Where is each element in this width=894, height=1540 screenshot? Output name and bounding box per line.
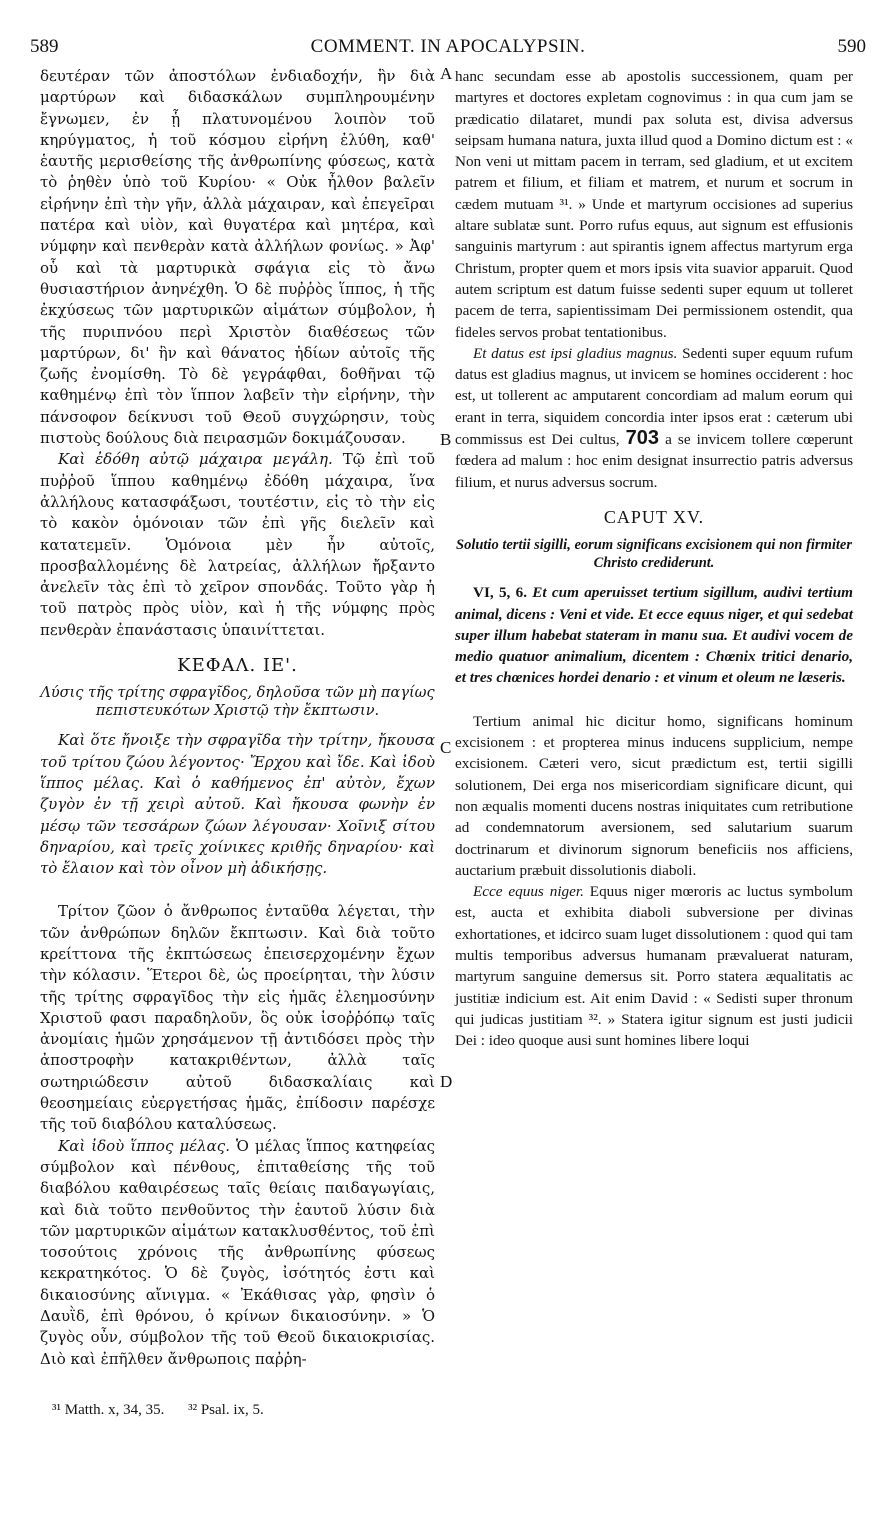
greek-commentary-black-horse: Ὁ μέλας ἵππος κατηφείας σύμβολον καὶ πένθους, ἐπιταθείσης τῆς τοῦ διαβόλου καθαιρέσεως ταῖς θείαις παιδαγωγίαις, καὶ διὰ τοῦτο πενθοῦντος τὴν ἑαυτοῦ λύσιν διὰ τῶν μαρτυρικῶν αἱμάτων κατακλυσθέντος, τοῦ ἐπὶ τοσούτοις χρόνοις τῆς ἀνθρωπίνης φύσεως κεκρατηκότος. Ὁ δὲ ζυγὸς, ἰσότητός ἐστι καὶ δικαιοσύνης αἴνιγμα. « Ἐκάθισας γὰρ, φησὶν ὁ Δαυῒδ, ἐπὶ θρόνου, ὁ κρίνων δικαιοσύνην. » Ὁ ζυγὸς οὖν, σύμβολον τῆς τοῦ Θεοῦ δικαιοκρισίας. Διὸ καὶ ἐπῆλθεν ἄνθρωποις παῤῥη- [40, 1136, 435, 1368]
greek-lemma-sword: Καὶ ἐδόθη αὐτῷ μάχαιρα μεγάλη. [58, 450, 333, 469]
latin-paragraph-3: Tertium animal hic dicitur homo, significans hominum excisionem : et propterea minus inducens supplicium, nempe excisionem. Cæteri vero, sicut prædictum est, tertii sigilli solutionem, Dei erga nos misericordiam significare dicunt, qui non æqualis momenti ducens nostras iniquitates cum retributione ad condemnatorum aversionem, sed salutarium suarum doctrinarum et divinorum signorum beneficiis nos afficiens, auctarium præbuit dissolutionis diaboli. [455, 712, 853, 879]
footnote-31: ³¹ Matth. x, 34, 35. [52, 1402, 165, 1418]
margin-marker-d: D [440, 1072, 453, 1091]
latin-commentary-black-horse: Equus niger mœroris ac luctus symbolum est, aucta et exhibita diaboli subversione per divinas exhortationes, et idcirco suam luget dissolutionem : quod qui tam multis temporibus adversus humanam prævaluerat naturam, martyrum sanguine demersus sit. Porro statera æqualitatis ac justitiæ indicium est. Ait enim David : « Sedisti super thronum qui judicas justitiam ³². » Statera igitur signum est justi judicii Dei : ideo quoque ausi sunt homines libere loqui [455, 883, 853, 1050]
column-spacer [455, 689, 853, 711]
margin-marker-b: B [440, 430, 452, 449]
latin-lemma-sword: Et datus est ipsi gladius magnus. [473, 344, 678, 362]
latin-paragraph-2 [455, 343, 853, 493]
left-column-number: 589 [30, 36, 59, 57]
margin-marker-c: C [440, 738, 452, 757]
greek-chapter-heading: ΚΕΦΑΛ. ΙΕ'. [177, 655, 298, 677]
column-number-703: 703 [625, 427, 660, 450]
column-spacer [40, 879, 435, 901]
footnotes [52, 1402, 284, 1419]
running-title: COMMENT. IN APOCALYPSIN. [310, 36, 586, 57]
latin-chapter-summary: Solutio tertii sigilli, eorum significans excisionem qui non firmiter Christo crediderunt. [456, 537, 852, 572]
greek-lemma-black-horse: Καὶ ἰδοὺ ἵππος μέλας. [58, 1136, 230, 1155]
right-column-number: 590 [837, 36, 866, 57]
verse-reference: VI, 5, 6. [473, 584, 528, 602]
greek-paragraph-2 [40, 449, 435, 641]
margin-marker-a: A [440, 64, 453, 83]
footnote-32: ³² Psal. ix, 5. [188, 1402, 264, 1418]
greek-paragraph-3: Τρίτον ζῶον ὁ ἄνθρωπος ἐνταῦθα λέγεται, τὴν τῶν ἀνθρώπων δηλῶν ἔκπτωσιν. Καὶ διὰ τοῦτο κρείττονα τῆς ἐκπτώσεως ἐπεισερχομένην ἔχων τὴν κόλασιν. Ἕτεροι δὲ, ὡς προείρηται, τὴν λύσιν τῆς τρίτης σφραγῖδος τὴν εἰς ἡμᾶς ἐλεημοσύνην Χριστοῦ φασι παραδηλοῦν, ὃς οὐκ ἰσοῤῥόπῳ ταῖς ἀνομίαις ἡμῶν χρησάμενον τῇ ἀντιδόσει πρὸς τὴν ἀποστροφὴν κατακριθέντων, ἀλλὰ ταῖς σωτηριώδεσιν αὐτοῦ διδασκαλίαις καὶ θεοσημείαις εὐεργετήσας ἡμᾶς, ἐπίδοσιν παρέσχε τῆς τοῦ διαβόλου καταλύσεως. [40, 902, 435, 1134]
latin-chapter-heading: CAPUT XV. [603, 506, 705, 527]
greek-paragraph-4 [40, 1136, 435, 1370]
page-header [30, 36, 866, 66]
greek-chapter-summary: Λύσις τῆς τρίτης σφραγῖδος, δηλοῦσα τῶν μὴ παγίως πεπιστευκότων Χριστῷ τὴν ἔκπτωσιν. [40, 685, 435, 720]
latin-verse-body: Et cum aperuisset tertium sigillum, audivi tertium animal, dicens : Veni et vide. Et ecce equus niger, et qui sedebat super illum habebat stateram in manu sua. Et audivi vocem de medio quatuor animalium, dicentem : Chœnix tritici denario, et tres chœnices hordei denario : et vinum et oleum ne læseris. [455, 584, 853, 687]
latin-verse-text [455, 582, 853, 688]
latin-commentary-sword-a: Sedenti super equum rufum datus est gladius magnus, ut invicem se homines occiderent : hoc est, ut tollerent ac amputarent concordiam ad malum eorum qui erant in terra, siquidem concordia inter ipsos erat : cæterum ubi commissus est Dei cultus, [455, 344, 854, 449]
latin-column [455, 66, 853, 1051]
latin-paragraph-1: hanc secundam esse ab apostolis successionem, quam per martyres et doctores expletam cognovimus : in qua cum jam se prædicatio dilataret, mundi pax soluta est, divisa adversus seipsam humana natura, juxta illud quod a Domino dictum est : « Non veni ut mittam pacem in terram, sed gladium, et ut excitem patrem et filium, et filiam et matrem, et nurum et socrum in cædem mutuam ³¹. » Unde et martyrum occisiones ad superius altare sublatæ sunt. Porro rufus equus, aut signum est effusionis sanguinis martyrum : aut spirantis ignem affectus martyrum erga Christum, propter quem et mors ipsis vita suavior apparuit. Quod autem scriptum est datum fuisse sedenti super equum ut tolleret pacem de terra, sapientissimam Dei permissionem ostendit, qua fideles servos probat tentationibus. [455, 68, 853, 341]
greek-verse-text: Καὶ ὅτε ἤνοιξε τὴν σφραγῖδα τὴν τρίτην, ἤκουσα τοῦ τρίτου ζώου λέγοντος· Ἔρχου καὶ ἴδε. Καὶ ἰδοὺ ἵππος μέλας. Καὶ ὁ καθήμενος ἐπ' αὐτὸν, ἔχων ζυγὸν ἐν τῇ χειρὶ αὐτοῦ. Καὶ ἤκουσα φωνὴν ἐν μέσῳ τῶν τεσσάρων ζώων λέγουσαν· Χοῖνιξ σίτου δηναρίου, καὶ τρεῖς χοίνικες κριθῆς δηναρίου· καὶ τὸ ἔλαιον καὶ τὸν οἶνον μὴ ἀδικήσῃς. [40, 731, 435, 878]
latin-commentary-sword-b: a se invicem tollere cœperunt fœdera ad malum : hoc enim designat insurrectio patris adversus filium, et nurus adversus socrum. [455, 431, 853, 491]
latin-lemma-black-horse: Ecce equus niger. [473, 883, 584, 901]
greek-commentary-sword: Τῷ ἐπὶ τοῦ πυῤῥοῦ ἵππου καθημένῳ ἐδόθη μάχαιρα, ἵνα ἀλλήλους κατασφάξωσι, τουτέστιν, εἰς τὸ τὴν εἰς τὸ κακὸν ὁμόνοιαν τῶν ἐπὶ γῆς διελεῖν καὶ κατατεμεῖν. Ὁμόνοια μὲν ἦν αὐτοῖς, προσβαλλομένης δὲ λατρείας, ἀλλήλων ἤρξαντο ἀνελεῖν τὰς ἐπὶ τὸ χεῖρον σπονδάς. Τοῦτο γὰρ ἡ τοῦ πατρὸς πρὸς υἱὸν, καὶ ἡ τῆς νύμφης πρὸς πενθερὰν ἐπανάστασις ὑπαινίττεται. [40, 450, 435, 639]
latin-paragraph-4 [455, 881, 853, 1051]
greek-paragraph-1: δευτέραν τῶν ἀποστόλων ἐνδιαδοχήν, ἣν διὰ μαρτύρων καὶ διδασκάλων συμπληρουμένην ἔγνωμεν, ἐν ᾗ πλατυνομένου λοιπὸν τοῦ κηρύγματος, ἡ τοῦ κόσμου εἰρήνη ἐλύθη, καθ' ἑαυτῆς μερισθείσης τῆς ἀνθρωπίνης φύσεως, κατὰ τὸ ῥηθὲν ὑπὸ τοῦ Κυρίου· « Οὐκ ἦλθον βαλεῖν εἰρήνην ἐπὶ τὴν γῆν, ἀλλὰ μάχαιραν, καὶ ἐπεγεῖραι πατέρα καὶ υἱὸν, καὶ θυγατέρα καὶ μητέρα, καὶ νύμφην καὶ πενθερὰν κατὰ ἀλλήλων φονίως. » Ἀφ' οὗ καὶ τὰ μαρτυρικὰ σφάγια εἰς τὸ ἄνω θυσιαστήριον ἀνηνέχθη. Ὁ δὲ πυῤῥὸς ἵππος, ἡ τῆς ἐκχύσεως τῶν μαρτυρικῶν αἱμάτων σύμβολον, ἡ τῆς πυριπνόου περὶ Χριστὸν διαθέσεως τῶν μαρτύρων, δι' ἣν καὶ θάνατος ἡδίων αὐτοῖς τῆς ζωῆς ἐνομίσθη. Τὸ δὲ γεγράφθαι, δοθῆναι τῷ καθημένῳ ἐπὶ τὸν ἵππον λαβεῖν τὴν εἰρήνην, τὴν πάνσοφον δείκνυσι τοῦ Θεοῦ συγχώρησιν, τοὺς πιστοὺς δούλους διὰ πειρασμῶν δοκιμάζουσαν. [40, 67, 435, 448]
greek-column [40, 66, 435, 1370]
